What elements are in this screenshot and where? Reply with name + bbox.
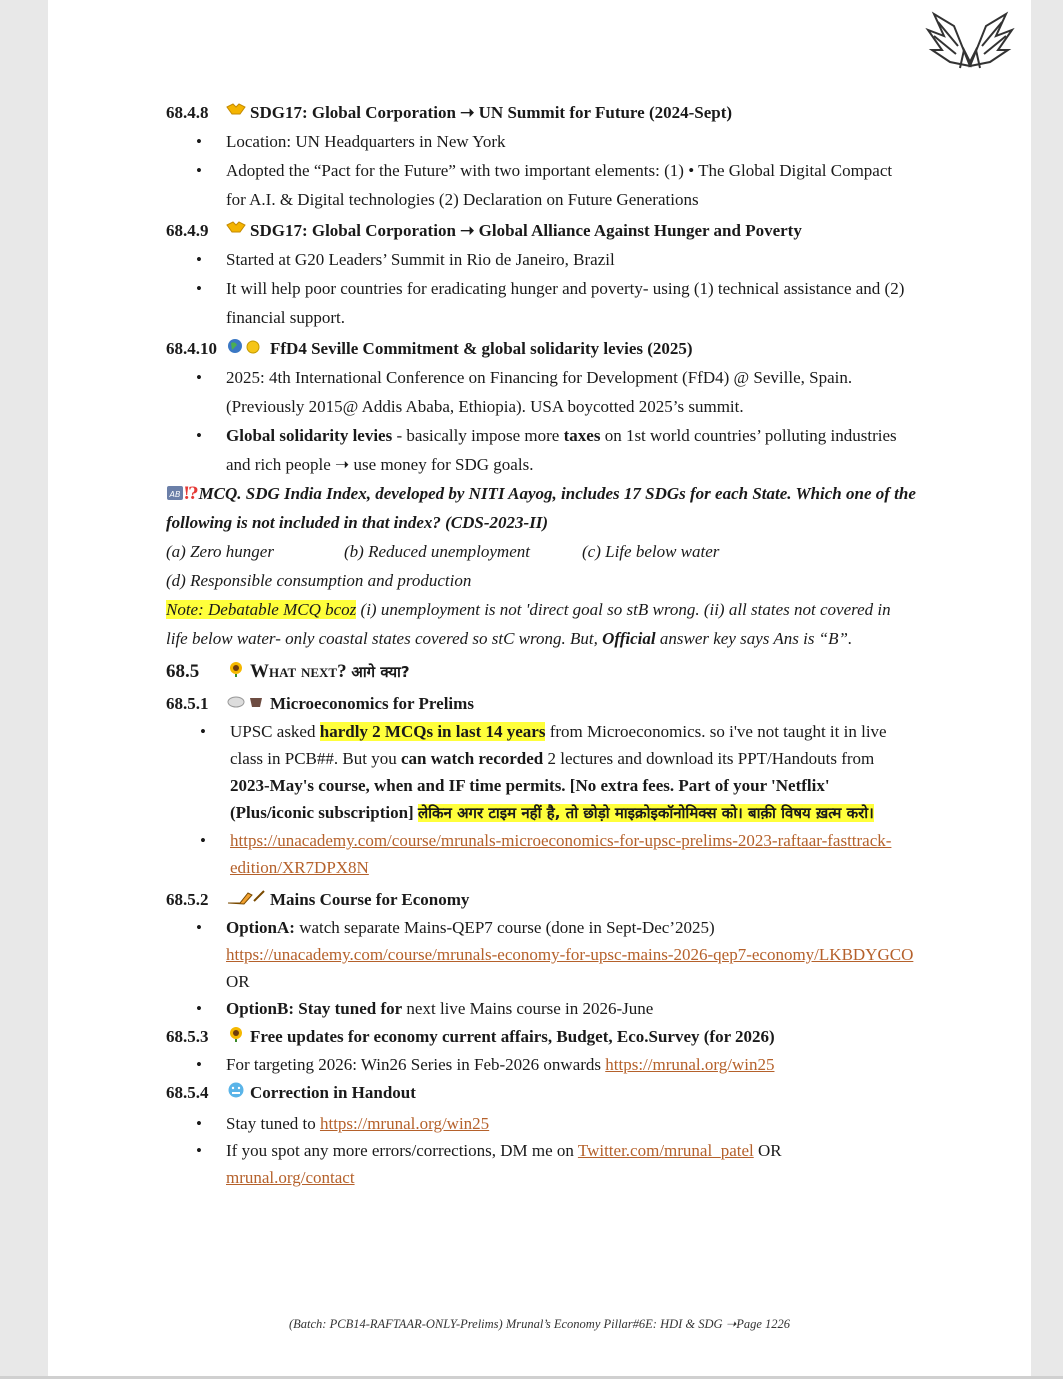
win25-link[interactable]: https://mrunal.org/win25 [605,1055,775,1074]
contact-link[interactable]: mrunal.org/contact [226,1168,355,1187]
win25-link[interactable]: https://mrunal.org/win25 [319,1114,490,1133]
globe-and-coin-icon [226,338,266,354]
section-number: 68.4.9 [166,221,209,240]
list-item: • 2025: 4th International Conference on Financing for Development (FfD4) @ Seville, Spain. (Previously 2015@ Addis Ababa, Ethiopia). USA boycotted 2025’s summit. [166,363,916,421]
list-item: • If you spot any more errors/corrections, DM me on Twitter.com/mrunal_patel OR mrunal.org/contact [166,1137,916,1191]
mcq-note: Note: Debatable MCQ bcoz (i) unemployment is not 'direct goal so stB wrong. (ii) all states not covered in life below water- only coastal states covered so stC wrong. But, Official answer key says Ans is “B”. [166,600,891,648]
section-heading-68-5-4 [166,1078,916,1107]
section-heading-68-5-2 [166,885,916,914]
bullet-list [166,1051,916,1078]
section-number: 68.5.1 [166,694,209,713]
bullet-list [166,245,916,332]
twitter-link[interactable]: Twitter.com/mrunal_patel [577,1141,754,1160]
page-content [166,96,916,1191]
option-b: (b) Reduced unemployment [344,542,530,561]
section-title: SDG17: Global Corporation ➝ Global Alliance Against Hunger and Poverty [250,221,802,240]
handshake-icon [226,102,246,118]
list-item: • OptionA: watch separate Mains-QEP7 course (done in Sept-Dec’2025) https://unacademy.com/course/mrunals-economy-for-upsc-mains-2026-qep7-economy/LKBDYGCO OR [166,914,916,995]
section-title: Correction in Handout [250,1083,416,1102]
section-number: 68.5.3 [166,1027,209,1046]
mcq-question: AB ⁉MCQ. SDG India Index, developed by NITI Aayog, includes 17 SDGs for each State. Which one of the following is not included in that index? (CDS-2023-II) [166,484,916,532]
mcq-options [166,537,916,566]
bullet-list [166,127,916,214]
section-number: 68.4.10 [166,339,217,358]
section-heading-68-4-10 [166,334,916,363]
svg-text:AB: AB [169,490,181,499]
list-item: • UPSC asked hardly 2 MCQs in last 14 years from Microeconomics. so i've not taught it in live class in PCB##. But you can watch recorded 2 lectures and download its PPT/Handouts from 2023-May's course, when and IF time permits. [No extra fees. Part of your 'Netflix' (Plus/iconic subscription] लेकिन अगर टाइम नहीं है, तो छोड़ो माइक्रोइकॉनोमिक्स को। बाक़ी विषय ख़त्म करो। [166,718,916,827]
winged-logo-icon [924,6,1016,72]
cup-and-coffee-icon [226,693,266,709]
section-title: SDG17: Global Corporation ➝ UN Summit for Future (2024-Sept) [250,103,733,122]
section-title: Free updates for economy current affairs, Budget, Eco.Survey (for 2026) [250,1027,775,1046]
option-c: (c) Life below water [582,542,720,561]
list-item: • For targeting 2026: Win26 Series in Feb-2026 onwards https://mrunal.org/win25 [166,1051,916,1078]
cold-face-icon [226,1082,246,1098]
pen-writing-icon [226,889,266,905]
list-item: • Location: UN Headquarters in New York [166,127,916,156]
bullet-list [166,718,916,881]
section-title: What next? [250,661,347,682]
section-number: 68.5.2 [166,890,209,909]
list-item: • Global solidarity levies - basically impose more taxes on 1st world countries’ polluting industries and rich people ➝ use money for SDG goals. [166,421,916,479]
sunflower-icon [226,661,246,677]
handshake-icon [226,220,246,236]
abcd-icon [166,485,184,501]
list-item: • It will help poor countries for eradicating hunger and poverty- using (1) technical assistance and (2) financial support. [166,274,916,332]
section-number: 68.5.4 [166,1083,209,1102]
page-footer: (Batch: PCB14-RAFTAAR-ONLY-Prelims) Mrunal’s Economy Pillar#6E: HDI & SDG ➝Page 1226 [288,1317,791,1331]
sunflower-icon [226,1026,246,1042]
section-heading-68-5 [166,657,916,687]
document-page [48,0,1031,1376]
list-item: • Stay tuned to https://mrunal.org/win25 [166,1110,916,1137]
section-number: 68.4.8 [166,103,209,122]
section-heading-68-4-9 [166,216,916,245]
list-item: • Adopted the “Pact for the Future” with two important elements: (1) • The Global Digital Compact for A.I. & Digital technologies (2) Declaration on Future Generations [166,156,916,214]
exclamation-question-icon: ⁉ [184,484,199,503]
list-item [166,827,916,881]
bullet-list [166,914,916,1022]
list-item: • Started at G20 Leaders’ Summit in Rio de Janeiro, Brazil [166,245,916,274]
section-title: Mains Course for Economy [270,890,470,909]
section-number: 68.5 [166,661,200,682]
list-item: • OptionB: Stay tuned for next live Mains course in 2026-June [166,995,916,1022]
bullet-list [166,363,916,479]
section-title-hindi: आगे क्या? [351,663,410,681]
option-d: (d) Responsible consumption and production [166,571,472,590]
section-title: Microeconomics for Prelims [270,694,474,713]
section-title: FfD4 Seville Commitment & global solidarity levies (2025) [270,339,693,358]
section-heading-68-5-3 [166,1022,916,1051]
bullet-list [166,1110,916,1191]
microeconomics-course-link[interactable]: https://unacademy.com/course/mrunals-microeconomics-for-upsc-prelims-2023-raftaar-fasttrack-edition/XR7DPX8N [230,831,892,877]
mains-course-link[interactable]: https://unacademy.com/course/mrunals-economy-for-upsc-mains-2026-qep7-economy/LKBDYGCO [226,945,914,964]
section-heading-68-5-1 [166,689,916,718]
section-heading-68-4-8 [166,98,916,127]
option-a: (a) Zero hunger [166,542,274,561]
